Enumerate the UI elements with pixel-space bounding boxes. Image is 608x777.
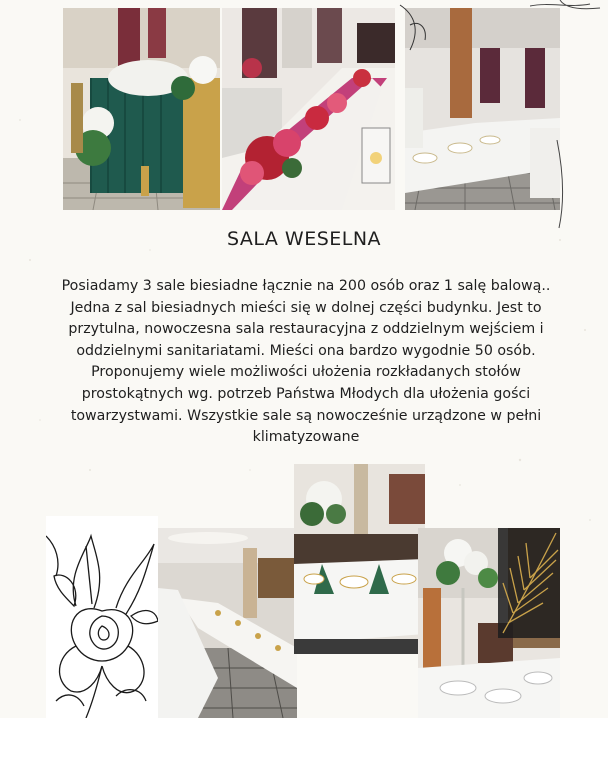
photo-green-napkins bbox=[294, 464, 425, 654]
line-art-leaf bbox=[395, 0, 435, 60]
section-heading: SALA WESELNA bbox=[226, 228, 382, 250]
photo-pink-table-roses bbox=[222, 8, 395, 210]
photo-green-table bbox=[63, 8, 220, 210]
description-paragraph: Posiadamy 3 sale biesiadne łącznie na 200 osób oraz 1 salę balową.. Jedna z sal biesiadnych mieści się w dolnej części budynku. Jest to przytulna, nowoczesna sala restauracyjna z oddzielnym wejściem i oddzielnymi sanitariatami. Mieści ona bardzo wygodnie 50 osób. Proponujemy wiele możliwości ułożenia rozkładanych stołów prostokątnych wg. potrzeb Państwa Młodych dla ułożenia gości towarzystwami. Wszystkie sale są nowocześnie urządzone w pełni klimatyzowane bbox=[61, 278, 551, 446]
floral-line-art bbox=[46, 516, 158, 718]
line-art-stem bbox=[555, 140, 575, 230]
line-art-corner bbox=[530, 0, 608, 60]
palm-leaf-art bbox=[498, 528, 560, 638]
page-footer-band bbox=[0, 718, 608, 777]
photo-long-tables bbox=[158, 528, 297, 718]
